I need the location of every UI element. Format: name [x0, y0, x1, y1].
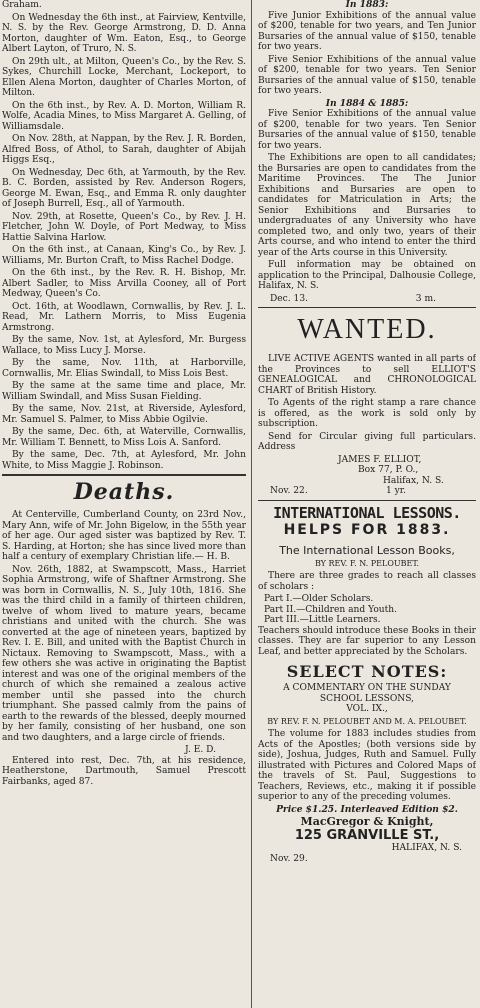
- deaths-heading: Deaths.: [73, 479, 175, 505]
- wanted-text-2: To Agents of the right stamp a rare chance is offered, as the work is sold only by subscription.: [258, 398, 476, 429]
- marriage-notice: By the same, Dec. 7th, at Aylesford, Mr. John White, to Miss Maggie J. Robinson.: [2, 450, 246, 471]
- death-notice-signature: J. E. D.: [185, 745, 216, 755]
- marriage-notice: On Nov. 28th, at Nappan, by the Rev. J. R. Borden, Alfred Boss, of Athol, to Sarah, daughter of Abijah Higgs Esq.,: [2, 134, 246, 165]
- dec13-term: 3 m.: [415, 293, 436, 304]
- books-author: BY REV. F. N. PELOUBET.: [314, 558, 420, 568]
- marriage-notice: On Wednesday, Dec 6th, at Yarmouth, by the Rev. B. C. Borden, assisted by Rev. Anderson Rogers, George M. Ewan, Esq., and Emma R. only daughter of Joseph Burrell, Esq., all of Yarmouth.: [2, 167, 246, 209]
- divider: [258, 500, 476, 501]
- part-3: Part III.—Little Learners.: [264, 615, 381, 625]
- commentary-line-2: SCHOOL LESSONS,: [319, 693, 415, 704]
- award-1883-junior: Five Junior Exhibitions of the annual value of $200, tenable for two years, and Ten Junior Bursaries of the annual value of $150, tenable for two years.: [258, 10, 476, 52]
- marriage-notice: Oct. 16th, at Woodlawn, Cornwallis, by Rev. J. L. Read, Mr. Lathern Morris, to Miss Eugenia Armstrong.: [2, 301, 246, 333]
- address-name: JAMES F. ELLIOT,: [338, 454, 422, 465]
- wanted-text-1: LIVE ACTIVE AGENTS wanted in all parts of the Provinces to sell ELLIOT'S GENEALOGICAL and CHRONOLOGICAL CHART of British History.: [258, 354, 476, 396]
- address-city: Halifax, N. S.: [383, 475, 444, 486]
- death-notice: Entered into rest, Dec. 7th, at his residence, Heatherstone, Dartmouth, Samuel Prescott Fairbanks, aged 87.: [2, 755, 246, 787]
- part-1: Part I.—Older Scholars.: [264, 594, 374, 604]
- international-lessons-heading: INTERNATIONAL LESSONS.: [273, 503, 461, 522]
- nov22-date: Nov. 22.: [270, 486, 308, 496]
- marriage-notice: On the 6th inst., by Rev. A. D. Morton, William R. Wolfe, Acadia Mines, to Miss Margaret A. Gelling, of Williamsdale.: [2, 100, 246, 132]
- award-1884: Five Senior Exhibitions of the annual value of $200, tenable for two years. Ten Senior Bursaries of the annual value of $150, tenable for two years.: [258, 109, 476, 151]
- books-title: The International Lesson Books,: [279, 543, 455, 557]
- commentary-line-1: A COMMENTARY ON THE SUNDAY: [283, 683, 451, 693]
- marriage-notice: By the same, Dec. 6th, at Waterville, Cornwallis, Mr. William T. Bennett, to Miss Lois A. Sanford.: [2, 427, 246, 448]
- publisher-street: 125 GRANVILLE ST.,: [294, 828, 440, 843]
- marriage-notice: On the 6th inst., at Canaan, King's Co., by Rev. J. Williams, Mr. Burton Craft, to Miss Rachel Dodge.: [2, 245, 246, 266]
- commentary-authors: BY REV. F. N. PELOUBET AND M. A. PELOUBET.: [267, 716, 467, 726]
- dec13-date: Dec. 13.: [270, 293, 309, 304]
- volume-number: VOL. IX.,: [346, 704, 388, 714]
- nov29-date: Nov. 29.: [270, 853, 308, 864]
- right-column: [258, 0, 476, 1008]
- publisher-city: HALIFAX, N. S.: [391, 843, 462, 853]
- teachers-text: Teachers should introduce these Books in their classes. They are far superior to any Lesson Leaf, and better appreciated by the Scholars.: [258, 625, 476, 657]
- dec13-row: [258, 294, 476, 305]
- marriage-notice: By the same at the same time and place, Mr. William Swindall, and Miss Susan Fielding.: [2, 381, 246, 402]
- marriage-notice: By the same, Nov. 1st, at Aylesford, Mr. Burgess Wallace, to Miss Lucy J. Morse.: [2, 335, 246, 356]
- info-text: Full information may be obtained on application to the Principal, Dalhousie College, Halifax, N. S.: [258, 260, 476, 291]
- eligibility-text: The Exhibitions are open to all candidates; the Bursaries are open to candidates from the Maritime Provinces. The The Junior Exhibitions and Bursaries are open to candidates for Matriculation in Arts; the Senior Exhibitions and Bursaries to undergraduates of any University who have completed two, and only two, years of their Arts course, and who intend to enter the third year of the Arts course in this University.: [258, 153, 476, 258]
- select-notes-heading: SELECT NOTES:: [286, 662, 448, 681]
- death-notice: At Centerville, Cumberland County, on 23rd Nov., Mary Ann, wife of Mr. John Bigelow, in the 55th year of her age. Our aged sister was baptized by Rev. T. S. Harding, at Horton; she has since lived more than half a century of exemplary Christian life.— H. B.: [2, 510, 246, 562]
- deaths-list: [2, 510, 246, 787]
- volume-text: The volume for 1883 includes studies from Acts of the Apostles; (both versions side by side), Joshua, Judges, Ruth and Samuel. Fully illustrated with Pictures and Colored Maps of the travels of St. Paul, Suggestions to Teachers, Reviews, etc., making it if possible superior to any of the preceding volumes.: [258, 729, 476, 802]
- marriage-notice: On the 6th inst., by the Rev. R. H. Bishop, Mr. Albert Sadler, to Miss Arvilla Cooney, all of Port Medway, Queen's Co.: [2, 268, 246, 299]
- marriage-notice: On 29th ult., at Milton, Queen's Co., by the Rev. S. Sykes, Churchill Locke, Merchant, Lockeport, to Ellen Alena Morton, daughter of Charles Morton, of Milton.: [2, 56, 246, 98]
- address-box: Box 77, P. O.,: [358, 465, 419, 475]
- wanted-heading: WANTED.: [297, 314, 437, 345]
- wanted-text-3: Send for Circular giving full particulars. Address: [258, 431, 476, 452]
- marriage-notice: By the same, Nov. 11th, at Harborville, Cornwallis, Mr. Elias Swindall, to Miss Lois Best.: [2, 358, 246, 379]
- divider: [258, 307, 476, 308]
- left-column: [2, 0, 246, 1008]
- part-2: Part II.—Children and Youth.: [264, 604, 398, 615]
- marriage-notice: On Wednesday the 6th inst., at Fairview, Kentville, N. S. by the Rev. George Armstrong, D. D. Anna Morton, daughter of Wm. Eaton, Esq., to George Albert Layton, of Truro, N. S.: [2, 12, 246, 54]
- nov22-term: 1 yr.: [385, 486, 406, 496]
- helps-heading: HELPS FOR 1883.: [283, 521, 451, 538]
- publisher-name: MacGregor & Knight,: [300, 815, 434, 828]
- heading-1884: In 1884 & 1885:: [325, 97, 409, 109]
- death-notice: Nov. 26th, 1882, at Swampscott, Mass., Harriet Sophia Armstrong, wife of Shaftner Armstrong. She was born in Cornwallis, N. S., July 10th, 1816. She was the third child in a family of thirteen children, twelve of whom lived to mature years, became christians and united with the church. She was converted at the age of nineteen years, baptized by Rev. I. E. Bill, and united with the Baptist Church in Nictaux. Removing to Swampscott, Mass., with a few others she was active in originating the Baptist interest and was one of the original members of the church of which she remained a zealous active member until she passed into the church triumphant. She passed calmly from the pains of earth to the rewards of the blessed, deeply mourned by her family, consisting of her husband, one son and two daughters, and a large circle of friends.: [2, 564, 246, 743]
- award-1883-senior: Five Senior Exhibitions of the annual value of $200, tenable for two years. Ten Senior Bursaries of the annual value of $150, tenable for two years.: [258, 54, 476, 96]
- nov22-row: [258, 486, 476, 497]
- heading-1883: In 1883:: [345, 0, 389, 10]
- price-line: Price $1.25. Interleaved Edition $2.: [276, 803, 458, 815]
- marriage-notice: Graham.: [2, 0, 42, 10]
- marriage-notice: By the same, Nov. 21st, at Riverside, Aylesford, Mr. Samuel S. Palmer, to Miss Abbie Ogilvie.: [2, 404, 246, 425]
- divider: [2, 474, 246, 476]
- grades-text: There are three grades to reach all classes of scholars :: [258, 571, 476, 592]
- marriages-list: [2, 0, 246, 471]
- column-rule: [251, 0, 252, 1008]
- marriage-notice: Nov. 29th, at Rosette, Queen's Co., by Rev. J. H. Fletcher, John W. Doyle, of Port Medway, to Miss Hattie Salvina Harlow.: [2, 211, 246, 243]
